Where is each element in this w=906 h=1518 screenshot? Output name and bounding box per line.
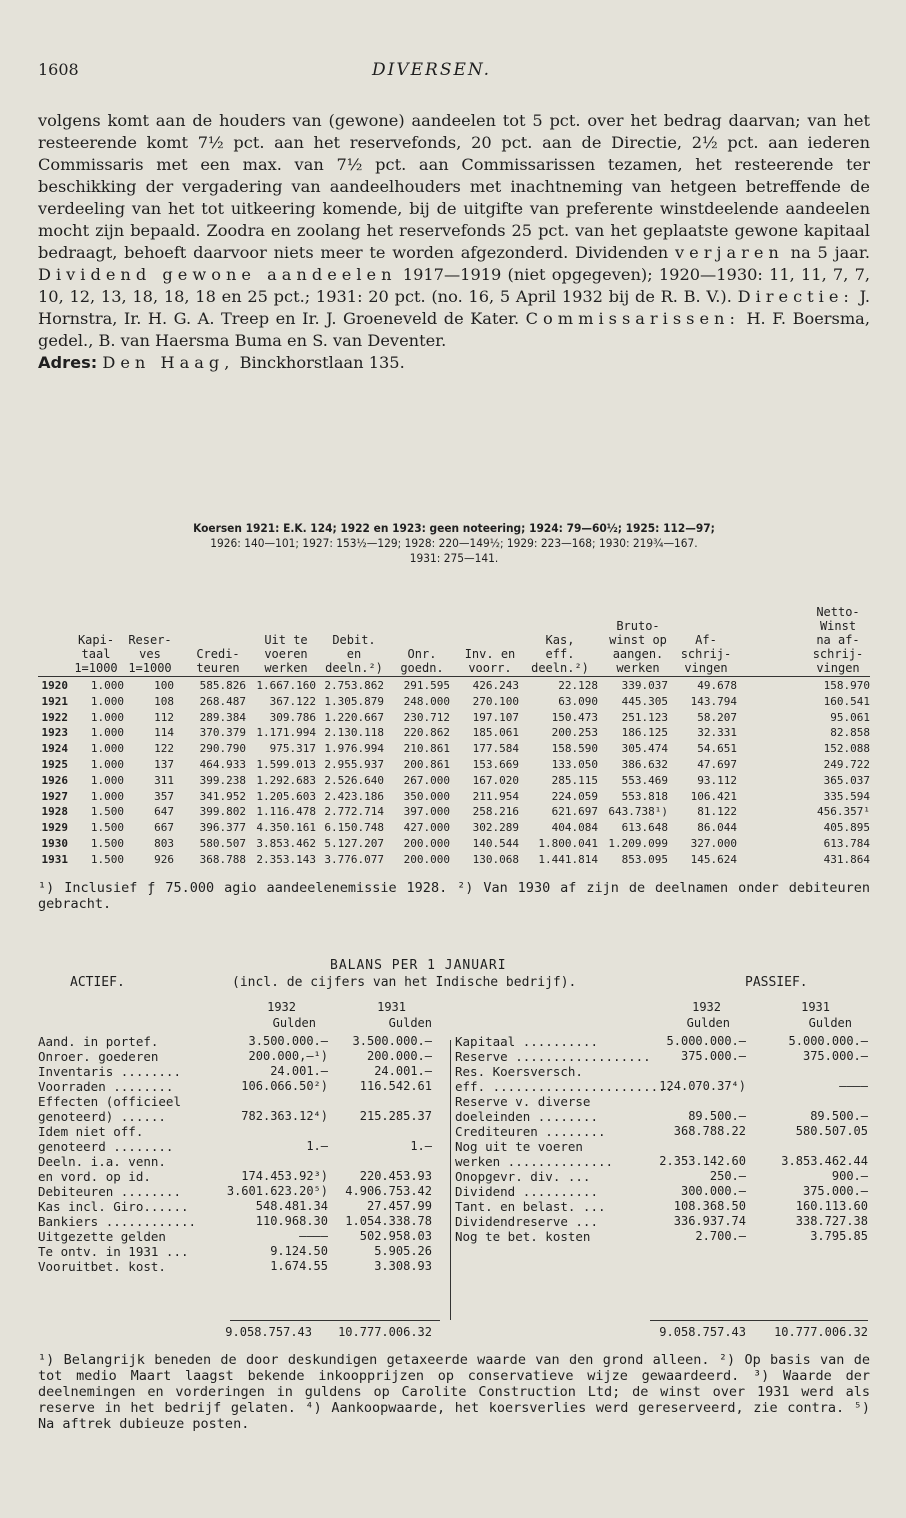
table-cell: 200.253: [551, 726, 598, 740]
table-cell: 305.474: [621, 742, 668, 756]
passief-row-label: Reserve v. diverse: [455, 1094, 591, 1109]
table-header-3: Uit te voeren werken: [264, 633, 308, 675]
actief-year-1931: 1931: [377, 1000, 406, 1014]
table-header-2: Credi- teuren: [196, 647, 240, 675]
table-cell: 431.864: [823, 852, 870, 866]
table-cell: 1.000: [90, 773, 124, 787]
koersen-block: [38, 521, 870, 566]
actief-row-value-1931: 5.905.26: [374, 1244, 432, 1258]
table-cell: 2.526.640: [324, 773, 384, 787]
text-p5: H. F. Boersma, gedel., B. van Haersma Buma en S. van Deventer.: [38, 309, 870, 350]
text-spaced-verjaren: verjaren: [674, 243, 784, 262]
table-cell: 1930: [41, 837, 68, 850]
passief-row-value-1932: 336.937.74: [673, 1214, 746, 1228]
table-cell: 368.788: [199, 852, 246, 866]
table-cell: 341.952: [199, 789, 246, 803]
table-cell: 2.353.143: [256, 852, 316, 866]
table-cell: 249.722: [823, 758, 870, 771]
passief-currency-1931: Gulden: [808, 1016, 852, 1030]
table-cell: 667: [154, 821, 174, 835]
table-cell: 133.050: [551, 758, 598, 771]
table-cell: 1.171.994: [256, 726, 316, 740]
actief-year-1932: 1932: [267, 1000, 296, 1014]
passief-year-1932: 1932: [692, 1000, 721, 1014]
table-cell: 2.130.118: [324, 726, 384, 740]
passief-row-value-1932: 124.070.37⁴): [659, 1079, 746, 1093]
table-cell: 585.826: [199, 679, 246, 692]
table-cell: 140.544: [472, 837, 519, 850]
table-cell: 1.976.994: [324, 742, 384, 756]
table-cell: 1.116.478: [256, 805, 316, 819]
actief-row-label: Te ontv. in 1931 ...: [38, 1244, 189, 1259]
table-footnote: ¹) Inclusief ƒ 75.000 agio aandeelenemissie 1928. ²) Van 1930 af zijn de deelnamen onder debiteuren gebracht.: [38, 880, 870, 912]
table-cell: 1.205.603: [256, 789, 316, 803]
table-cell: 327.000: [690, 837, 737, 850]
table-cell: 4.350.161: [256, 821, 316, 835]
running-title: DIVERSEN.: [372, 60, 492, 80]
table-cell: 613.784: [823, 837, 870, 850]
actief-row-value-1931: 24.001.—: [374, 1064, 432, 1078]
table-cell: 152.088: [823, 742, 870, 756]
passief-row-value-1931: 375.000.—: [802, 1184, 868, 1198]
passief-row-value-1931: 3.795.85: [810, 1229, 868, 1243]
table-cell: 158.970: [823, 679, 870, 692]
actief-row-value-1931: 502.958.03: [359, 1229, 432, 1243]
passief-row-value-1931: 160.113.60: [795, 1199, 868, 1213]
table-cell: 32.331: [697, 726, 737, 740]
table-cell: 1924: [41, 742, 68, 756]
passief-row-label: Dividendreserve ...: [455, 1214, 598, 1229]
table-cell: 2.753.862: [324, 679, 384, 692]
table-cell: 220.862: [403, 726, 450, 740]
passief-row-value-1932: 300.000.—: [680, 1184, 746, 1198]
passief-row-value-1932: 250.—: [709, 1169, 746, 1183]
adres-city: Den Haag,: [102, 353, 235, 372]
table-cell: 3.776.077: [324, 852, 384, 866]
table-cell: 803: [154, 837, 174, 850]
table-cell: 177.584: [472, 742, 519, 756]
table-cell: 47.697: [697, 758, 737, 771]
adres-street: Binckhorstlaan 135.: [239, 353, 405, 372]
table-row: [38, 774, 870, 789]
table-cell: 49.678: [697, 679, 737, 692]
table-cell: 1926: [41, 773, 68, 787]
table-cell: 1929: [41, 821, 68, 835]
actief-row-value-1932: 9.124.50: [270, 1244, 328, 1258]
table-row: [38, 711, 870, 726]
table-cell: 267.000: [403, 773, 450, 787]
table-header-rule: [38, 676, 870, 677]
table-cell: 1.500: [90, 837, 124, 850]
table-cell: 6.150.748: [324, 821, 384, 835]
table-cell: 1.220.667: [324, 710, 384, 724]
table-cell: 1.000: [90, 789, 124, 803]
table-cell: 145.624: [690, 852, 737, 866]
table-cell: 396.377: [199, 821, 246, 835]
passief-row-value-1932: 2.700.—: [695, 1229, 746, 1243]
actief-row-value-1931: 3.308.93: [374, 1259, 432, 1273]
table-cell: 150.473: [551, 710, 598, 724]
passief-row-label: Onopgevr. div. ...: [455, 1169, 591, 1184]
passief-row-value-1931: 580.507.05: [795, 1124, 868, 1138]
table-cell: 1.599.013: [256, 758, 316, 771]
actief-row-value-1931: 116.542.61: [359, 1079, 432, 1093]
table-cell: 1.500: [90, 821, 124, 835]
page-number: 1608: [38, 60, 79, 79]
table-cell: 853.095: [621, 852, 668, 866]
actief-row-value-1932: 782.363.12⁴): [241, 1109, 328, 1123]
actief-row-label: Bankiers ............: [38, 1214, 197, 1229]
passief-row-value-1932: 2.353.142.60: [659, 1154, 746, 1168]
table-cell: 399.238: [199, 773, 246, 787]
actief-row-label: Idem niet off.: [38, 1124, 144, 1139]
table-row: [38, 805, 870, 820]
table-cell: 580.507: [199, 837, 246, 850]
table-cell: 553.818: [621, 789, 668, 803]
table-cell: 367.122: [269, 694, 316, 708]
passief-total-1931: 10.777.006.32: [774, 1325, 868, 1339]
actief-row-value-1932: 1.674.55: [270, 1259, 328, 1273]
actief-row-value-1931: 3.500.000.—: [352, 1034, 432, 1048]
table-cell: 230.712: [403, 710, 450, 724]
actief-total-rule: [230, 1320, 440, 1321]
actief-row-value-1931: 220.453.93: [359, 1169, 432, 1183]
passief-year-1931: 1931: [801, 1000, 830, 1014]
actief-row-label: en vord. op id.: [38, 1169, 151, 1184]
table-cell: 160.541: [823, 694, 870, 708]
passief-total-1932: 9.058.757.43: [659, 1325, 746, 1339]
table-cell: 197.107: [472, 710, 519, 724]
passief-row-label: Res. Koersversch.: [455, 1064, 583, 1079]
balans-divider: [450, 1040, 451, 1320]
passief-total-rule: [650, 1320, 868, 1321]
table-cell: 335.594: [823, 789, 870, 803]
actief-row-value-1932: 3.601.623.20⁵): [226, 1184, 328, 1198]
koersen-line-1: Koersen 1921: E.K. 124; 1922 en 1923: geen noteering; 1924: 79—60½; 1925: 112—97;: [193, 521, 715, 535]
table-cell: 1.000: [90, 710, 124, 724]
table-cell: 1925: [41, 758, 68, 771]
table-cell: 108: [154, 694, 174, 708]
passief-row-value-1931: 3.853.462.44: [781, 1154, 868, 1168]
actief-row-value-1931: 200.000.—: [366, 1049, 432, 1063]
actief-row-label: Effecten (officieel: [38, 1094, 181, 1109]
table-cell: 426.243: [472, 679, 519, 692]
actief-currency-1932: Gulden: [272, 1016, 316, 1030]
table-header-1: Reser- ves 1=1000: [128, 633, 172, 675]
passief-row-value-1931: 900.—: [831, 1169, 868, 1183]
table-cell: 248.000: [403, 694, 450, 708]
table-cell: 399.802: [199, 805, 246, 819]
table-cell: 1931: [41, 852, 68, 866]
table-cell: 114: [154, 726, 174, 740]
table-cell: 1.800.041: [538, 837, 598, 850]
table-cell: 2.772.714: [324, 805, 384, 819]
actief-row-label: Vooruitbet. kost.: [38, 1259, 166, 1274]
table-cell: 251.123: [621, 710, 668, 724]
actief-total-1931: 10.777.006.32: [338, 1325, 432, 1339]
passief-row-label: Reserve ..................: [455, 1049, 651, 1064]
table-header-8: Bruto- winst op aangen. werken: [609, 619, 667, 675]
balans-footnotes: ¹) Belangrijk beneden de door deskundigen getaxeerde waarde van den grond alleen. ²) Op basis van de tot medio Maart laagst bekende inkoopprijzen op conservatieve wijze gewaardeerd. ³) Waarde der deelnemingen en vorderingen in guldens op Carolite Construction Ltd; de winst over 1931 werd als reserve in het bedrijf gelaten. ⁴) Aankoopwaarde, het koersverlies werd gereserveerd, zie contra. ⁵) Na aftrek dubieuze posten.: [38, 1352, 870, 1432]
table-cell: 200.000: [403, 837, 450, 850]
actief-row-value-1932: 200.000,—¹): [248, 1049, 328, 1063]
text-spaced-dividend: Dividend gewone aandeelen: [38, 265, 397, 284]
table-cell: 405.895: [823, 821, 870, 835]
table-cell: 1.000: [90, 694, 124, 708]
passief-row-value-1932: 108.368.50: [673, 1199, 746, 1213]
actief-row-label: Voorraden ........: [38, 1079, 174, 1094]
passief-row-value-1932: 5.000.000.—: [666, 1034, 746, 1048]
table-header-0: Kapi- taal 1=1000: [74, 633, 118, 675]
table-cell: 2.955.937: [324, 758, 384, 771]
table-cell: 106.421: [690, 789, 737, 803]
table-cell: 1920: [41, 679, 68, 692]
actief-row-label: Kas incl. Giro......: [38, 1199, 189, 1214]
table-cell: 258.216: [472, 805, 519, 819]
table-cell: 365.037: [823, 773, 870, 787]
table-row: [38, 758, 870, 773]
passief-row-label: eff. ........................: [455, 1079, 674, 1094]
table-row: [38, 679, 870, 694]
actief-total-1932: 9.058.757.43: [225, 1325, 312, 1339]
actief-row-value-1932: 174.453.92³): [241, 1169, 328, 1183]
table-row: [38, 695, 870, 710]
table-cell: 3.853.462: [256, 837, 316, 850]
table-cell: 647: [154, 805, 174, 819]
table-cell: 1.000: [90, 742, 124, 756]
table-cell: 86.044: [697, 821, 737, 835]
passief-row-label: Tant. en belast. ...: [455, 1199, 606, 1214]
table-cell: 456.357¹: [817, 805, 870, 819]
table-cell: 1.500: [90, 805, 124, 819]
actief-row-value-1932: 548.481.34: [255, 1199, 328, 1213]
table-cell: 311: [154, 773, 174, 787]
text-p2: na 5 jaar.: [790, 243, 870, 262]
table-cell: 1.292.683: [256, 773, 316, 787]
koersen-line-3: 1931: 275—141.: [409, 551, 499, 565]
table-cell: 5.127.207: [324, 837, 384, 850]
table-row: [38, 821, 870, 836]
text-p3: 1917—1919 (niet opgegeven); 1920—1930: 11, 11, 7, 7, 10, 12, 13, 18, 18, 18 en 25 pct.; 1931: 20 pct. (no. 16, 5 April 1932 bij de R. B. V.).: [38, 265, 871, 306]
actief-row-value-1931: 27.457.99: [366, 1199, 432, 1213]
balans-subtitle: (incl. de cijfers van het Indische bedrijf).: [232, 975, 577, 990]
table-cell: 404.084: [551, 821, 598, 835]
table-cell: 339.037: [621, 679, 668, 692]
passief-row-label: Kapitaal ..........: [455, 1034, 598, 1049]
table-cell: 370.379: [199, 726, 246, 740]
table-cell: 1.305.879: [324, 694, 384, 708]
table-cell: 1.000: [90, 726, 124, 740]
table-cell: 63.090: [558, 694, 598, 708]
text-spaced-commissarissen: Commissarissen:: [525, 309, 740, 328]
actief-row-label: Aand. in portef.: [38, 1034, 159, 1049]
passief-row-value-1931: 375.000.—: [802, 1049, 868, 1063]
text-spaced-directie: Directie:: [737, 287, 854, 306]
table-cell: 643.738¹): [608, 805, 668, 819]
passief-label: PASSIEF.: [745, 975, 808, 990]
actief-row-value-1931: 4.906.753.42: [345, 1184, 432, 1198]
actief-row-value-1932: 110.968.30: [255, 1214, 328, 1228]
table-cell: 1.667.160: [256, 679, 316, 692]
table-cell: 357: [154, 789, 174, 803]
table-cell: 975.317: [269, 742, 316, 756]
table-cell: 553.469: [621, 773, 668, 787]
table-cell: 290.790: [199, 742, 246, 756]
table-cell: 95.061: [830, 710, 870, 724]
table-row: [38, 726, 870, 741]
adres-label: Adres:: [38, 353, 98, 372]
table-row: [38, 790, 870, 805]
table-cell: 158.590: [551, 742, 598, 756]
actief-label: ACTIEF.: [70, 975, 125, 990]
table-cell: 350.000: [403, 789, 450, 803]
actief-currency-1931: Gulden: [388, 1016, 432, 1030]
table-header-10: Netto- Winst na af- schrij- vingen: [812, 605, 864, 675]
table-cell: 82.858: [830, 726, 870, 740]
table-cell: 302.289: [472, 821, 519, 835]
table-cell: 100: [154, 679, 174, 692]
table-header-4: Debit. en deeln.²): [325, 633, 383, 675]
actief-row-label: Debiteuren ........: [38, 1184, 181, 1199]
table-cell: 464.933: [199, 758, 246, 771]
table-row: [38, 853, 870, 868]
table-cell: 1.000: [90, 679, 124, 692]
passief-currency-1932: Gulden: [686, 1016, 730, 1030]
balans-title: BALANS PER 1 JANUARI: [330, 958, 507, 973]
table-cell: 112: [154, 710, 174, 724]
actief-row-label: Inventaris ........: [38, 1064, 181, 1079]
table-cell: 1923: [41, 726, 68, 740]
actief-row-label: Uitgezette gelden: [38, 1229, 166, 1244]
table-cell: 285.115: [551, 773, 598, 787]
actief-row-label: Onroer. goederen: [38, 1049, 159, 1064]
passief-row-label: Crediteuren ........: [455, 1124, 606, 1139]
company-description: [38, 110, 870, 374]
table-cell: 200.000: [403, 852, 450, 866]
table-cell: 210.861: [403, 742, 450, 756]
table-cell: 58.207: [697, 710, 737, 724]
table-cell: 386.632: [621, 758, 668, 771]
table-cell: 427.000: [403, 821, 450, 835]
passief-row-value-1932: 368.788.22: [673, 1124, 746, 1138]
table-cell: 224.059: [551, 789, 598, 803]
passief-row-label: Nog uit te voeren: [455, 1139, 583, 1154]
actief-row-value-1931: 1.—: [410, 1139, 432, 1153]
table-cell: 143.794: [690, 694, 737, 708]
table-cell: 81.122: [697, 805, 737, 819]
passief-row-value-1931: 89.500.—: [810, 1109, 868, 1123]
table-cell: 122: [154, 742, 174, 756]
actief-row-value-1932: ————: [299, 1229, 328, 1243]
table-cell: 186.125: [621, 726, 668, 740]
table-cell: 93.112: [697, 773, 737, 787]
table-cell: 926: [154, 852, 174, 866]
table-header-7: Kas, eff. deeln.²): [531, 633, 589, 675]
passief-row-label: doeleinden ........: [455, 1109, 598, 1124]
table-header-5: Onr. goedn.: [400, 647, 444, 675]
actief-row-label: Deeln. i.a. venn.: [38, 1154, 166, 1169]
table-cell: 1928: [41, 805, 68, 819]
passief-row-label: Dividend ..........: [455, 1184, 598, 1199]
table-cell: 130.068: [472, 852, 519, 866]
table-cell: 167.020: [472, 773, 519, 787]
table-cell: 1.000: [90, 758, 124, 771]
table-cell: 1.209.099: [608, 837, 668, 850]
table-cell: 268.487: [199, 694, 246, 708]
actief-row-label: genoteerd) ......: [38, 1109, 166, 1124]
table-cell: 309.786: [269, 710, 316, 724]
table-cell: 54.651: [697, 742, 737, 756]
table-cell: 211.954: [472, 789, 519, 803]
text-p1: volgens komt aan de houders van (gewone) aandeelen tot 5 pct. over het bedrag daarvan; van het resteerende komt 7½ pct. aan het reservefonds, 20 pct. aan de Directie, 2½ pct. aan iederen Commissaris met een max. van 7½ pct. aan Commissarissen tezamen, het resteerende ter beschikking der vergadering van aandeelhouders met inachtneming van hetgeen betreffende de verdeeling van het tot uitkeering komende, bij de uitgifte van preferente winstdeelende aandeelen mocht zijn bepaald. Zoodra en zoolang het reservefonds 25 pct. van het geplaatste gewone kapitaal bedraagt, behoeft daarvoor niets meer te worden afgezonderd. Dividenden: [38, 111, 870, 262]
actief-row-value-1932: 24.001.—: [270, 1064, 328, 1078]
actief-row-value-1932: 106.066.50²): [241, 1079, 328, 1093]
table-header-9: Af- schrij- vingen: [680, 633, 732, 675]
table-cell: 153.669: [472, 758, 519, 771]
table-cell: 291.595: [403, 679, 450, 692]
passief-row-value-1932: 375.000.—: [680, 1049, 746, 1063]
passief-row-value-1931: ————: [839, 1079, 868, 1093]
passief-row-value-1931: 338.727.38: [795, 1214, 868, 1228]
table-cell: 270.100: [472, 694, 519, 708]
passief-row-label: werken ..............: [455, 1154, 614, 1169]
passief-row-label: Nog te bet. kosten: [455, 1229, 591, 1244]
table-cell: 185.061: [472, 726, 519, 740]
actief-row-value-1931: 215.285.37: [359, 1109, 432, 1123]
table-cell: 22.128: [558, 679, 598, 692]
table-cell: 1922: [41, 710, 68, 724]
actief-row-value-1932: 1.—: [306, 1139, 328, 1153]
text-p4: J. Hornstra, Ir. H. G. A. Treep en Ir. J. Groeneveld de Kater.: [38, 287, 870, 328]
table-cell: 2.423.186: [324, 789, 384, 803]
table-cell: 200.861: [403, 758, 450, 771]
actief-row-label: genoteerd ........: [38, 1139, 174, 1154]
table-row: [38, 742, 870, 757]
koersen-line-2: 1926: 140—101; 1927: 153½—129; 1928: 220—149½; 1929: 223—168; 1930: 219¾—167.: [210, 536, 698, 550]
table-cell: 1.500: [90, 852, 124, 866]
table-cell: 621.697: [551, 805, 598, 819]
table-cell: 445.305: [621, 694, 668, 708]
table-cell: 397.000: [403, 805, 450, 819]
table-cell: 289.384: [199, 710, 246, 724]
table-cell: 1.441.814: [538, 852, 598, 866]
table-header-6: Inv. en voorr.: [464, 647, 516, 675]
actief-row-value-1931: 1.054.338.78: [345, 1214, 432, 1228]
table-cell: 1921: [41, 694, 68, 708]
table-cell: 1927: [41, 789, 68, 803]
actief-row-value-1932: 3.500.000.—: [248, 1034, 328, 1048]
passief-row-value-1932: 89.500.—: [688, 1109, 746, 1123]
table-row: [38, 837, 870, 852]
table-cell: 137: [154, 758, 174, 771]
passief-row-value-1931: 5.000.000.—: [788, 1034, 868, 1048]
table-cell: 613.648: [621, 821, 668, 835]
